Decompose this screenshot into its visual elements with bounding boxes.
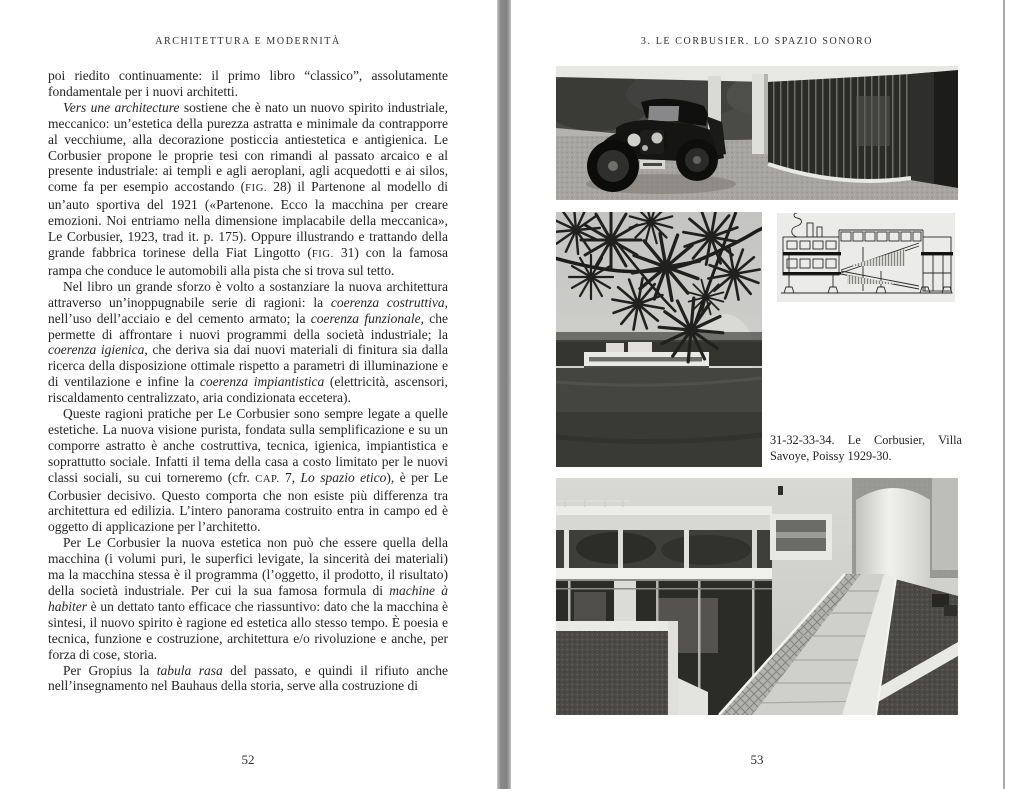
page-gutter [497, 0, 511, 789]
running-head-right: 3. LE CORBUSIER. LO SPAZIO SONORO [640, 36, 874, 47]
photo-roof-terrace-art [556, 478, 958, 715]
drawing-section-art [777, 213, 955, 302]
photo-car [556, 66, 958, 200]
view-frame-opening [770, 514, 832, 560]
drawing-section [777, 213, 955, 302]
paragraph: Vers une architecture sostiene che è nato un nuovo spirito industriale, meccanico: un’estetica della purezza astratta e minimale da contrapporre al vecchiume, alla decorazione posticcia antiestetica e antigienica. Le Corbusier propone le proprie tesi con rimandi al passato arcaico e al presente industriale: ai templi e agli aeroplani, agli acquedotti e ai silos, come fa per esempio accostando (FIG. 28) il Partenone al modello di un’auto sportiva del 1921 («Partenone. Ecco la macchina per creare emozioni. Noi entriamo nella dimensione implacabile della meccanica», Le Corbusier, 1923, trad it. p. 175). Oppure illustrando e trattando della grande fabbrica torinese della Fiat Lingotto (FIG. 31) con la famosa rampa che conduce le automobili alla pista che si trova sul tetto. [48, 99, 449, 278]
paragraph: Per Le Corbusier la nuova estetica non può che essere quella della macchina (i volumi puri, le superfici levigate, la sincerità dei materiali) ma la macchina stessa è il programma (l’oggetto, il prodotto, il risultato) della società industriale. Per cui la sua famosa formula di machine à habiter è un dettato tanto efficace che riassuntivo: dato che la macchina è sintesi, il nuovo spirito è ragione ed estetica allo stesso tempo. È poesia e tecnica, funzione e costruzione, architettura e/o rivoluzione e anche, per forza di cose, storia. [48, 535, 449, 662]
paragraph: Queste ragioni pratiche per Le Corbusier sono sempre legate a quelle estetiche. La nuova visione purista, fondata sulla semplificazione e su un comporre astratto è anche costruttiva, tecnica, igienica, impiantistica e soprattutto sociale. Infatti il tema della casa a costo limitato per le nuovi classi sociali, su cui torneremo (cfr. CAP. 7, Lo spazio etico), è per Le Corbusier decisivo. Questo comporta che non esiste più differenza tra architettura ed edilizia. L’intero panorama costruito entra in campo ed è oggetto di applicazione per l’architetto. [48, 406, 448, 535]
paragraph: Per Gropius la tabula rasa del passato, e quindi il rifiuto anche nell’insegnamento nel Bauhaus della storia, serve alla costruzione di [48, 662, 448, 694]
body-text [48, 68, 448, 694]
photo-roof-terrace [556, 478, 958, 715]
running-head-left: ARCHITETTURA E MODERNITÀ [155, 36, 341, 47]
photo-meadow-art [556, 212, 762, 467]
photo-meadow [556, 212, 762, 467]
page-left [0, 0, 497, 789]
figure-caption: 31-32-33-34. Le Corbusier, Villa Savoye, Poissy 1929-30. [770, 433, 962, 463]
upper-storey [556, 500, 772, 572]
page-right [511, 0, 1003, 789]
paragraph: Nel libro un grande sforzo è volto a sostanziare la nuova architettura attraverso un’inoppugnabile serie di ragioni: la coerenza costruttiva, nell’uso dell’acciaio e del cemento armato; la coerenza funzionale, che permette di affrontare i nuovi programmi della società industriale; la coerenza igienica, che deriva sia dai nuovi materiali di finitura sia dalla ricerca della disposizione ottimale rispetto a parametri di illuminazione e di ventilazione e infine la coerenza impiantistica (elettricità, ascensori, riscaldamento centralizzato, aria condizionata eccetera). [48, 278, 449, 406]
page-edge-line [1003, 0, 1005, 789]
page-number-left: 52 [241, 752, 255, 767]
photo-car-art [556, 66, 958, 200]
paragraph: poi riedito continuamente: il primo libro “classico”, assolutamente fondamentale per i nuovi architetti. [48, 68, 448, 99]
page-number-right: 53 [750, 752, 764, 767]
